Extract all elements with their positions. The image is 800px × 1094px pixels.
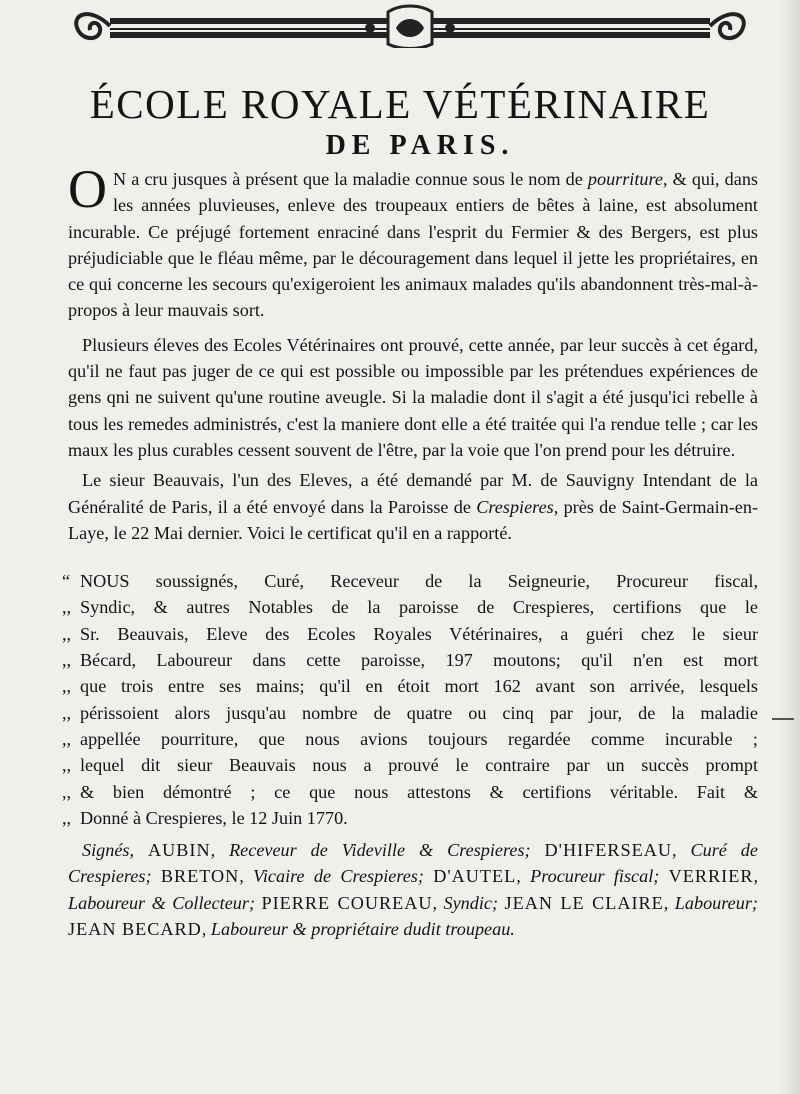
signatory-title: , Laboureur; [663,892,758,913]
signatory-title: , Vicaire de Crespieres; [239,866,434,887]
signatory-name: D'AUTEL [433,866,517,887]
quote-line-text: Sr. Beauvais, Eleve des Ecoles Royales Vétérinaires, a guéri chez le sieur [80,623,758,644]
quote-line [62,621,758,647]
signatory-name: PIERRE COUREAU [261,892,433,913]
signatory-title: Signés, [82,840,148,861]
quote-line-text: NOUS soussignés, Curé, Receveur de la Seigneurie, Procureur fiscal, [80,571,758,592]
quote-line [62,673,758,699]
quote-line [62,647,758,673]
signatory-title: , Syndic; [432,892,505,913]
margin-dash [772,718,794,720]
quote-line-text: lequel dit sieur Beauvais nous a prouvé le contraire par un succès prompt [80,755,758,776]
signatory-name: JEAN BECARD [68,919,202,940]
quote-line [62,752,758,778]
signatory-name: AUBIN [147,840,211,861]
quote-line-text: & bien démontré ; ce que nous attestons & certifions véritable. Fait & [80,781,758,802]
quote-line-text: Bécard, Laboureur dans cette paroisse, 197 moutons; qu'il n'en est mort [80,650,758,671]
quote-line [62,805,758,831]
signatory-title: , Receveur de Videville & Crespieres; [210,840,545,861]
scan-edge [780,0,800,1094]
quote-mark: ,, [62,807,72,828]
signatory-title: , Laboureur & propriétaire dudit troupeau. [201,919,515,940]
quote-mark: ,, [62,650,72,671]
certificate-quote [62,568,758,831]
signatory-name: JEAN LE CLAIRE [504,892,664,913]
paragraph-2: Plusieurs éleves des Ecoles Vétérinaires ont prouvé, cette année, par leur succès à cet égard, qu'il ne faut pas juger de ce qui est possible ou impossible par les prétendues expériences de gens qni ne suivent qu'une routine aveugle. Si la maladie dont il s'agit a été jusqu'ici rebelle à tous les remedes administrés, c'est la maniere dont elle a été traitée qui l'a rendue telle ; car les maux les plus curables cessent souvent de l'être, par la voie que l'on prend pour les détruire. [68,334,758,460]
quote-mark: ,, [62,755,72,776]
quote-line [62,700,758,726]
signatory-name: D'HIFERSEAU [544,840,672,861]
drop-cap: O [68,159,107,219]
paragraph-3 [68,467,758,546]
quote-line [62,726,758,752]
quote-line [62,568,758,594]
signatory-title: , Laboureur & Collecteur; [68,866,758,913]
signatures-block [68,837,758,942]
signatory-title: , Procureur fiscal; [516,866,669,887]
quote-line-text: Donné à Crespieres, le 12 Juin 1770. [80,807,348,828]
page-subtitle: DE PARIS. [325,130,515,161]
paragraph-1 [68,159,758,324]
paragraph-1-text-b: , & qui, dans les années pluvieuses, enleve des troupeaux entiers de bêtes à laine, est absolument incurable. Ce préjugé fortement enraciné dans l'esprit du Fermier & des Bergers, est plus préjudiciable que le fléau même, par le découragement dans lequel il jette les propriétaires, en ce qui concerne les secours qu'exigeroient les animaux malades qu'ils abandonnent très-mal-à-propos à leur mauvais sort. [68,169,758,321]
quote-mark: ,, [62,597,72,618]
signatory-name: VERRIER [668,866,754,887]
quote-line-text: que trois entre ses mains; qu'il en étoit mort 162 avant son arrivée, lesquels [80,676,758,697]
page-title: ÉCOLE ROYALE VÉTÉRINAIRE [89,81,711,127]
quote-line-text: appellée pourriture, que nous avions toujours regardée comme incurable ; [80,728,758,749]
paragraph-1-italic: pourriture [587,169,663,189]
quote-line-text: Syndic, & autres Notables de la paroisse de Crespieres, certifions que le [80,597,758,618]
quote-mark: ,, [62,676,72,697]
ornamental-border-icon [70,4,750,48]
quote-mark: ,, [62,623,72,644]
quote-mark: “ [62,571,71,592]
paragraph-1-text-a: N a cru jusques à présent que la maladie connue sous le nom de [113,169,588,189]
quote-line [62,779,758,805]
signatory-name: BRETON [160,866,240,887]
paragraph-3-text-a: Le sieur Beauvais, l'un des Eleves, a été demandé par M. de Sauvigny Intendant de la Généralité de Paris, il a été envoyé dans la Paroisse de [68,470,758,517]
quote-line-text: périssoient alors jusqu'au nombre de quatre ou cinq par jour, de la maladie [80,702,758,723]
document-body [62,159,758,961]
paragraph-3-text-b: , près de Saint-Germain-en-Laye, le 22 Mai dernier. Voici le certificat qu'il en a rapporté. [68,496,758,543]
paragraph-3-italic: Crespieres [476,496,554,517]
quote-mark: ,, [62,702,72,723]
quote-line [62,594,758,620]
quote-mark: ,, [62,728,72,749]
quote-mark: ,, [62,781,72,802]
signatory-title: , Curé de Crespieres; [68,840,758,887]
